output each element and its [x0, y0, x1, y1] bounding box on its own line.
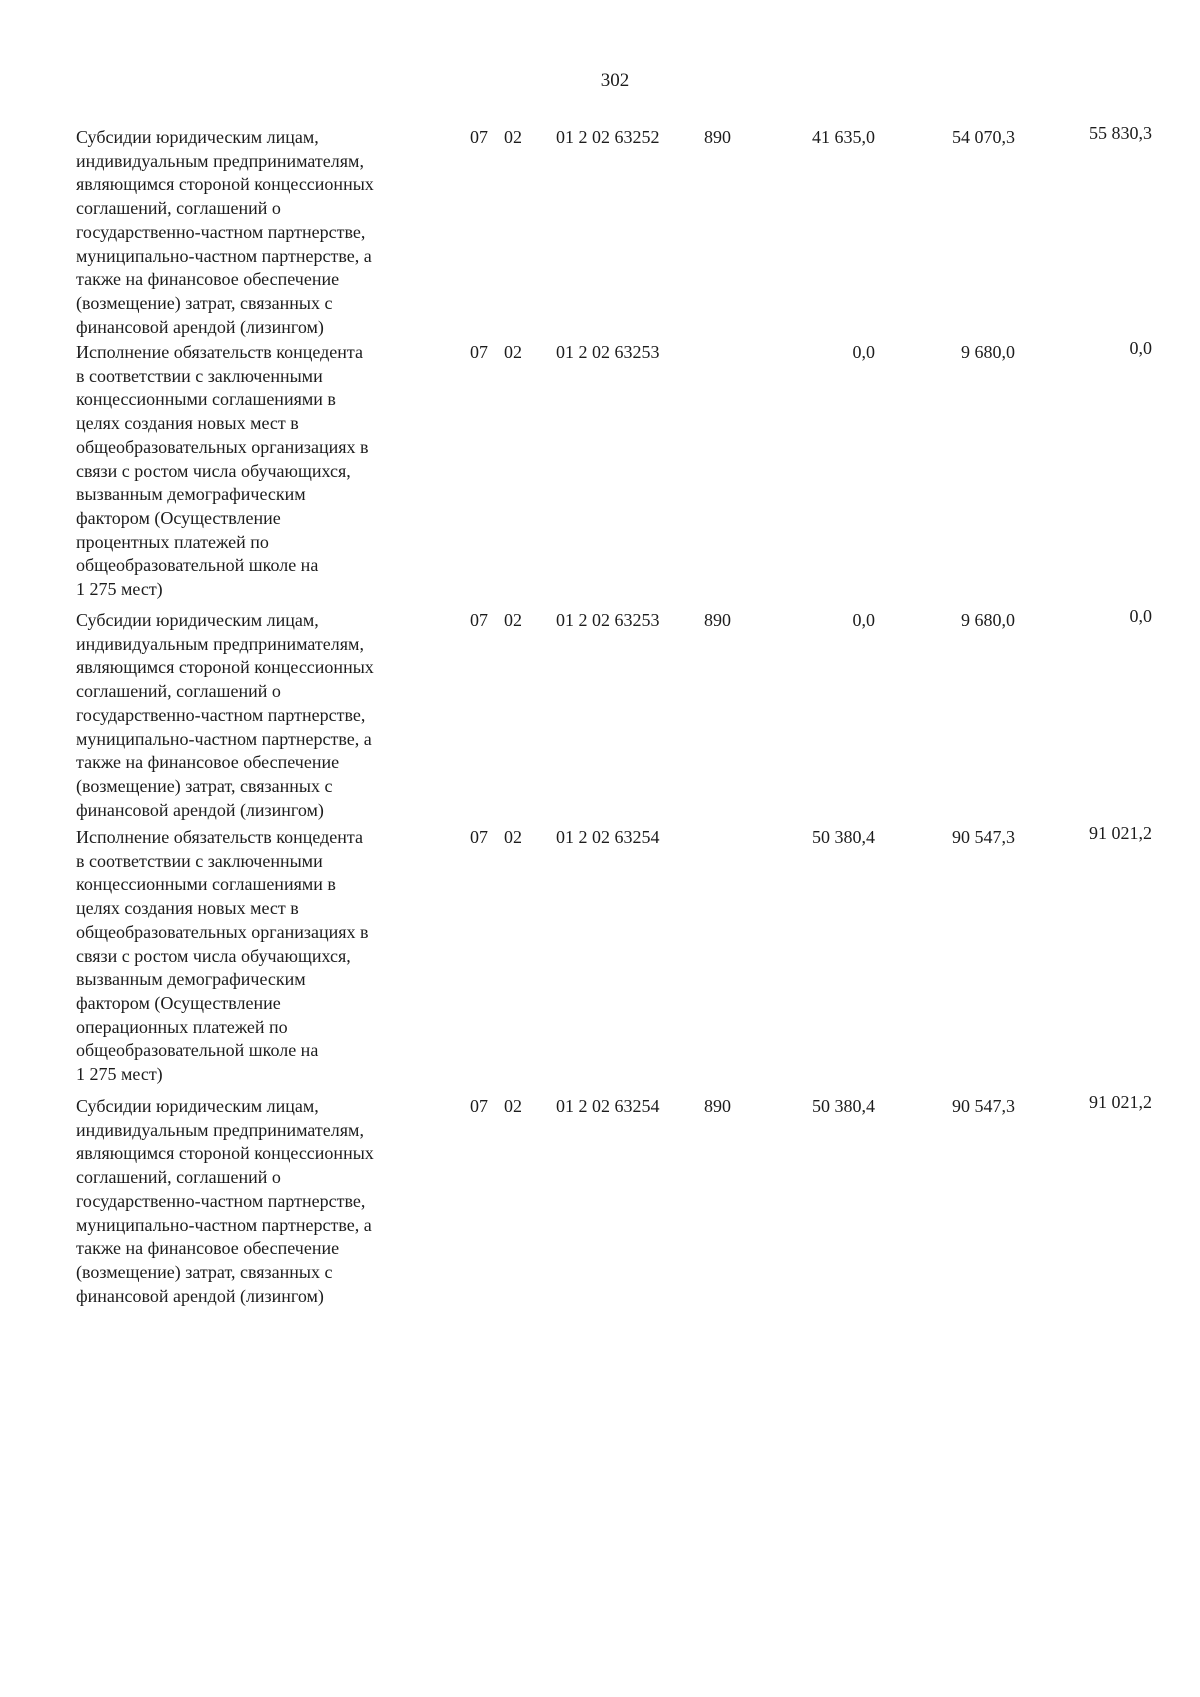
- row-podrazdel: 02: [504, 1096, 522, 1116]
- row-amount-year2: 54 070,3: [952, 127, 1015, 147]
- row-razdel: 07: [470, 342, 488, 362]
- row-amount-year3: 55 830,3: [1089, 123, 1152, 143]
- row-amount-year3: 91 021,2: [1089, 1092, 1152, 1112]
- row-amount-year2: 9 680,0: [961, 342, 1015, 362]
- row-description: Субсидии юридическим лицам, индивидуальным предпринимателям, являющимся стороной концессионных соглашений, соглашений о государственно-частном партнерстве, муниципально-частном партнерстве, а также на финансовое обеспечение (возмещение) затрат, связанных с финансовой арендой (лизингом): [76, 610, 374, 820]
- row-target-article: 01 2 02 63253: [556, 342, 660, 362]
- row-amount-year2: 9 680,0: [961, 610, 1015, 630]
- row-amount-year3: 0,0: [1129, 606, 1152, 626]
- row-podrazdel: 02: [504, 342, 522, 362]
- row-podrazdel: 02: [504, 127, 522, 147]
- row-amount-year2: 90 547,3: [952, 827, 1015, 847]
- row-description: Субсидии юридическим лицам, индивидуальным предпринимателям, являющимся стороной концессионных соглашений, соглашений о государственно-частном партнерстве, муниципально-частном партнерстве, а также на финансовое обеспечение (возмещение) затрат, связанных с финансовой арендой (лизингом): [76, 1096, 374, 1306]
- row-amount-year1: 50 380,4: [812, 1096, 875, 1116]
- row-amount-year1: 0,0: [852, 610, 875, 630]
- row-amount-year2: 90 547,3: [952, 1096, 1015, 1116]
- row-razdel: 07: [470, 127, 488, 147]
- row-amount-year1: 50 380,4: [812, 827, 875, 847]
- row-razdel: 07: [470, 610, 488, 630]
- row-expense-type: 890: [704, 127, 731, 147]
- row-target-article: 01 2 02 63253: [556, 610, 660, 630]
- row-expense-type: 890: [704, 1096, 731, 1116]
- row-target-article: 01 2 02 63252: [556, 127, 660, 147]
- row-expense-type: 890: [704, 610, 731, 630]
- row-razdel: 07: [470, 1096, 488, 1116]
- row-target-article: 01 2 02 63254: [556, 827, 660, 847]
- row-description: Исполнение обязательств концедента в соответствии с заключенными концессионными соглашениями в целях создания новых мест в общеобразовательных организациях в связи с ростом числа обучающихся, вызванным демографическим фактором (Осуществление операционных платежей по общеобразовательной школе на 1 275 мест): [76, 827, 369, 1085]
- row-description: Исполнение обязательств концедента в соответствии с заключенными концессионными соглашениями в целях создания новых мест в общеобразовательных организациях в связи с ростом числа обучающихся, вызванным демографическим фактором (Осуществление процентных платежей по общеобразовательной школе на 1 275 мест): [76, 342, 369, 600]
- row-razdel: 07: [470, 827, 488, 847]
- row-amount-year3: 0,0: [1129, 338, 1152, 358]
- row-description: Субсидии юридическим лицам, индивидуальным предпринимателям, являющимся стороной концессионных соглашений, соглашений о государственно-частном партнерстве, муниципально-частном партнерстве, а также на финансовое обеспечение (возмещение) затрат, связанных с финансовой арендой (лизингом): [76, 127, 374, 337]
- page-number: 302: [600, 70, 630, 91]
- row-amount-year3: 91 021,2: [1089, 823, 1152, 843]
- row-podrazdel: 02: [504, 610, 522, 630]
- row-amount-year1: 0,0: [852, 342, 875, 362]
- row-amount-year1: 41 635,0: [812, 127, 875, 147]
- row-target-article: 01 2 02 63254: [556, 1096, 660, 1116]
- row-podrazdel: 02: [504, 827, 522, 847]
